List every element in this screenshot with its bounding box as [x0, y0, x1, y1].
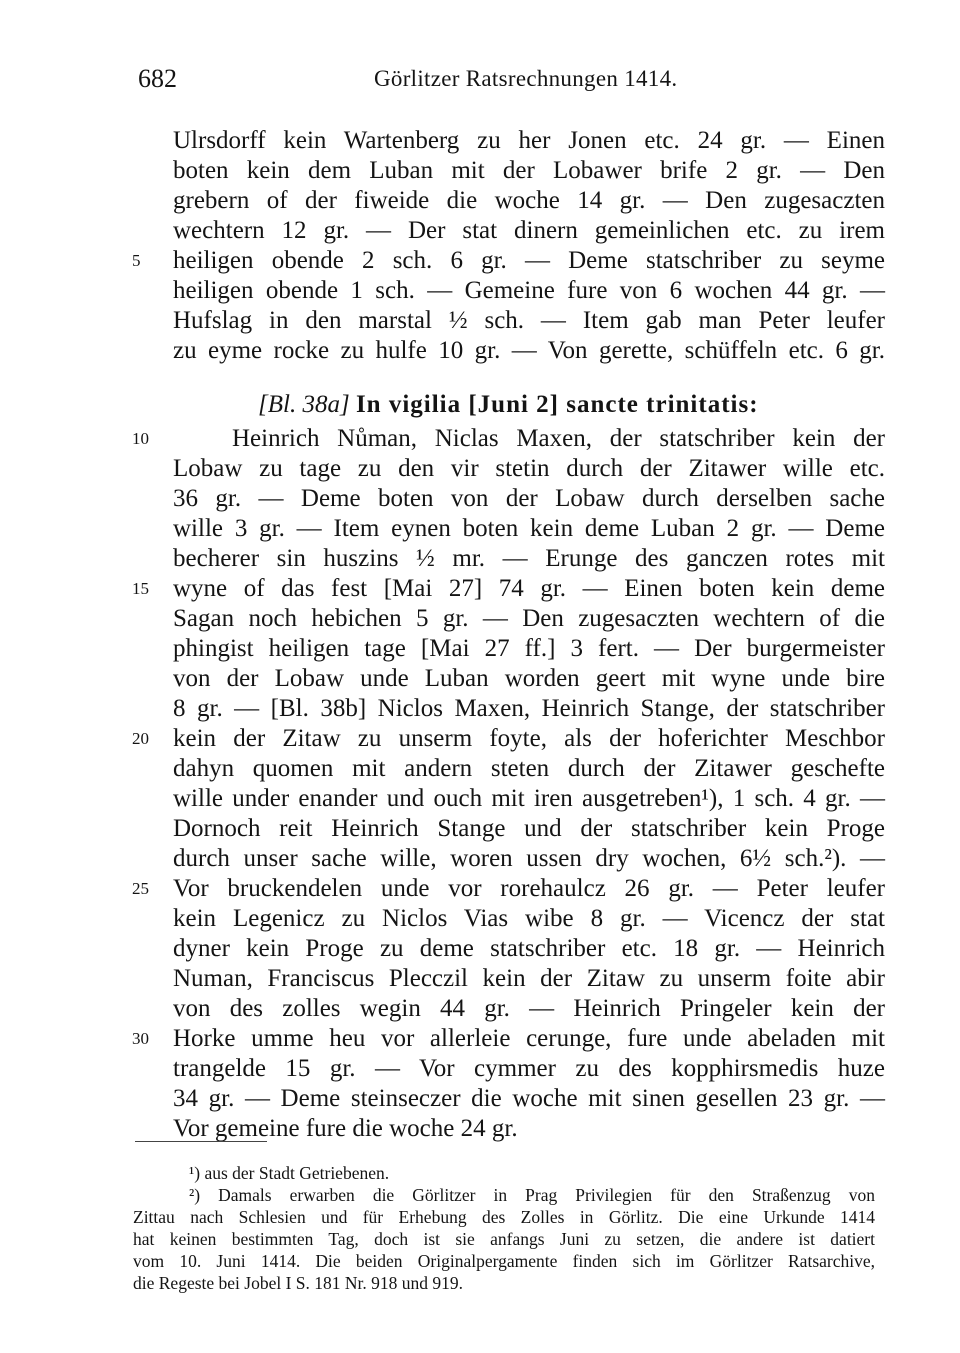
text-line: durch unser sache wille, woren ussen dry wochen, 6½ sch.²). — [173, 845, 885, 872]
page-number: 682 [138, 64, 177, 93]
line-number: 15 [132, 579, 149, 598]
section-heading [258, 390, 759, 420]
text-line: Sagan noch hebichen 5 gr. — Den zugesaczten wechtern of die [173, 605, 885, 632]
text-line: Heinrich Nůman, Niclas Maxen, der statschriber kein der [232, 425, 885, 452]
text-line: von der Lobaw unde Luban worden geert mit wyne unde bire [173, 665, 885, 692]
text-line: wyne of das fest [Mai 27] 74 gr. — Einen boten kein deme [173, 575, 885, 602]
text-line: Lobaw zu tage zu den vir stetin durch der Zitawer wille etc. [173, 455, 885, 482]
footnote-line: vom 10. Juni 1414. Die beiden Originalpergamente finden sich im Görlitzer Ratsarchive, [133, 1251, 875, 1271]
text-line: wechtern 12 gr. — Der stat dinern gemeinlichen etc. zu irem [173, 217, 885, 244]
line-number: 10 [132, 429, 149, 448]
text-line: Numan, Franciscus Plecczil kein der Zitaw zu unserm foite abir [173, 965, 885, 992]
text-line: zu eyme rocke zu hulfe 10 gr. — Von gerette, schüffeln etc. 6 gr. [173, 337, 885, 364]
text-line: kein der Zitaw zu unserm foyte, als der hoferichter Meschbor [173, 725, 885, 752]
footnote-line: hat keinen bestimmten Tag, doch ist sie anfangs Juni zu setzen, die andere ist datiert [133, 1229, 875, 1249]
line-number: 30 [132, 1029, 149, 1048]
text-line: von des zolles wegin 44 gr. — Heinrich Pringeler kein der [173, 995, 885, 1022]
text-line: dyner kein Proge zu deme statschriber etc. 18 gr. — Heinrich [173, 935, 885, 962]
text-line: kein Legenicz zu Niclos Vias wibe 8 gr. — Vicencz der stat [173, 905, 885, 932]
text-line: becherer sin huszins ½ mr. — Erunge des ganczen rotes mit [173, 545, 885, 572]
text-line: heiligen obende 1 sch. — Gemeine fure von 6 wochen 44 gr. — [173, 277, 885, 304]
text-line: heiligen obende 2 sch. 6 gr. — Deme statschriber zu seyme [173, 247, 885, 274]
text-line: Ulrsdorff kein Wartenberg zu her Jonen etc. 24 gr. — Einen [173, 127, 885, 154]
section-title: In vigilia [Juni 2] sancte trinitatis: [355, 391, 759, 418]
text-line: Hufslag in den marstal ½ sch. — Item gab man Peter leufer [173, 307, 885, 334]
text-line: trangelde 15 gr. — Vor cymmer zu des kopphirsmedis huze [173, 1055, 885, 1082]
text-line: wille under enander und ouch mit iren ausgetreben¹), 1 sch. 4 gr. — [173, 785, 885, 812]
text-line: Vor gemeine fure die woche 24 gr. [173, 1115, 518, 1142]
footnote-divider [135, 1141, 267, 1142]
text-line: dahyn quomen mit andern steten durch der Zitawer geschefte [173, 755, 885, 782]
page-header [138, 64, 870, 98]
text-line: Dornoch reit Heinrich Stange und der statschriber kein Proge [173, 815, 885, 842]
text-line: 36 gr. — Deme boten von der Lobaw durch derselben sache [173, 485, 885, 512]
line-number: 20 [132, 729, 149, 748]
footnote-line: Zittau nach Schlesien und für Erhebung des Zolles in Görlitz. Die eine Urkunde 1414 [133, 1207, 875, 1227]
footnote-line: die Regeste bei Jobel I S. 181 Nr. 918 und 919. [133, 1273, 464, 1293]
footnote: ¹) aus der Stadt Getriebenen. [189, 1163, 390, 1183]
text-line: 8 gr. — [Bl. 38b] Niclos Maxen, Heinrich Stange, der statschriber [173, 695, 885, 722]
text-line: grebern of der fiweide die woche 14 gr. — Den zugesaczten [173, 187, 885, 214]
line-number: 25 [132, 879, 149, 898]
line-number: 5 [132, 251, 141, 270]
running-title: Görlitzer Ratsrechnungen 1414. [374, 66, 678, 91]
text-line: phingist heiligen tage [Mai 27 ff.] 3 fert. — Der burgermeister [173, 635, 885, 662]
text-line: 34 gr. — Deme steinseczer die woche mit sinen gesellen 23 gr. — [173, 1085, 885, 1112]
text-line: Vor bruckendelen unde vor rorehaulcz 26 gr. — Peter leufer [173, 875, 885, 902]
folio-reference: [Bl. 38a] [258, 391, 350, 418]
text-line: Horke umme heu vor allerleie cerunge, fure unde abeladen mit [173, 1025, 885, 1052]
text-line: boten kein dem Luban mit der Lobawer brife 2 gr. — Den [173, 157, 885, 184]
text-line: wille 3 gr. — Item eynen boten kein deme Luban 2 gr. — Deme [173, 515, 885, 542]
footnote: ²) Damals erwarben die Görlitzer in Prag Privilegien für den Straßenzug von [189, 1185, 875, 1205]
